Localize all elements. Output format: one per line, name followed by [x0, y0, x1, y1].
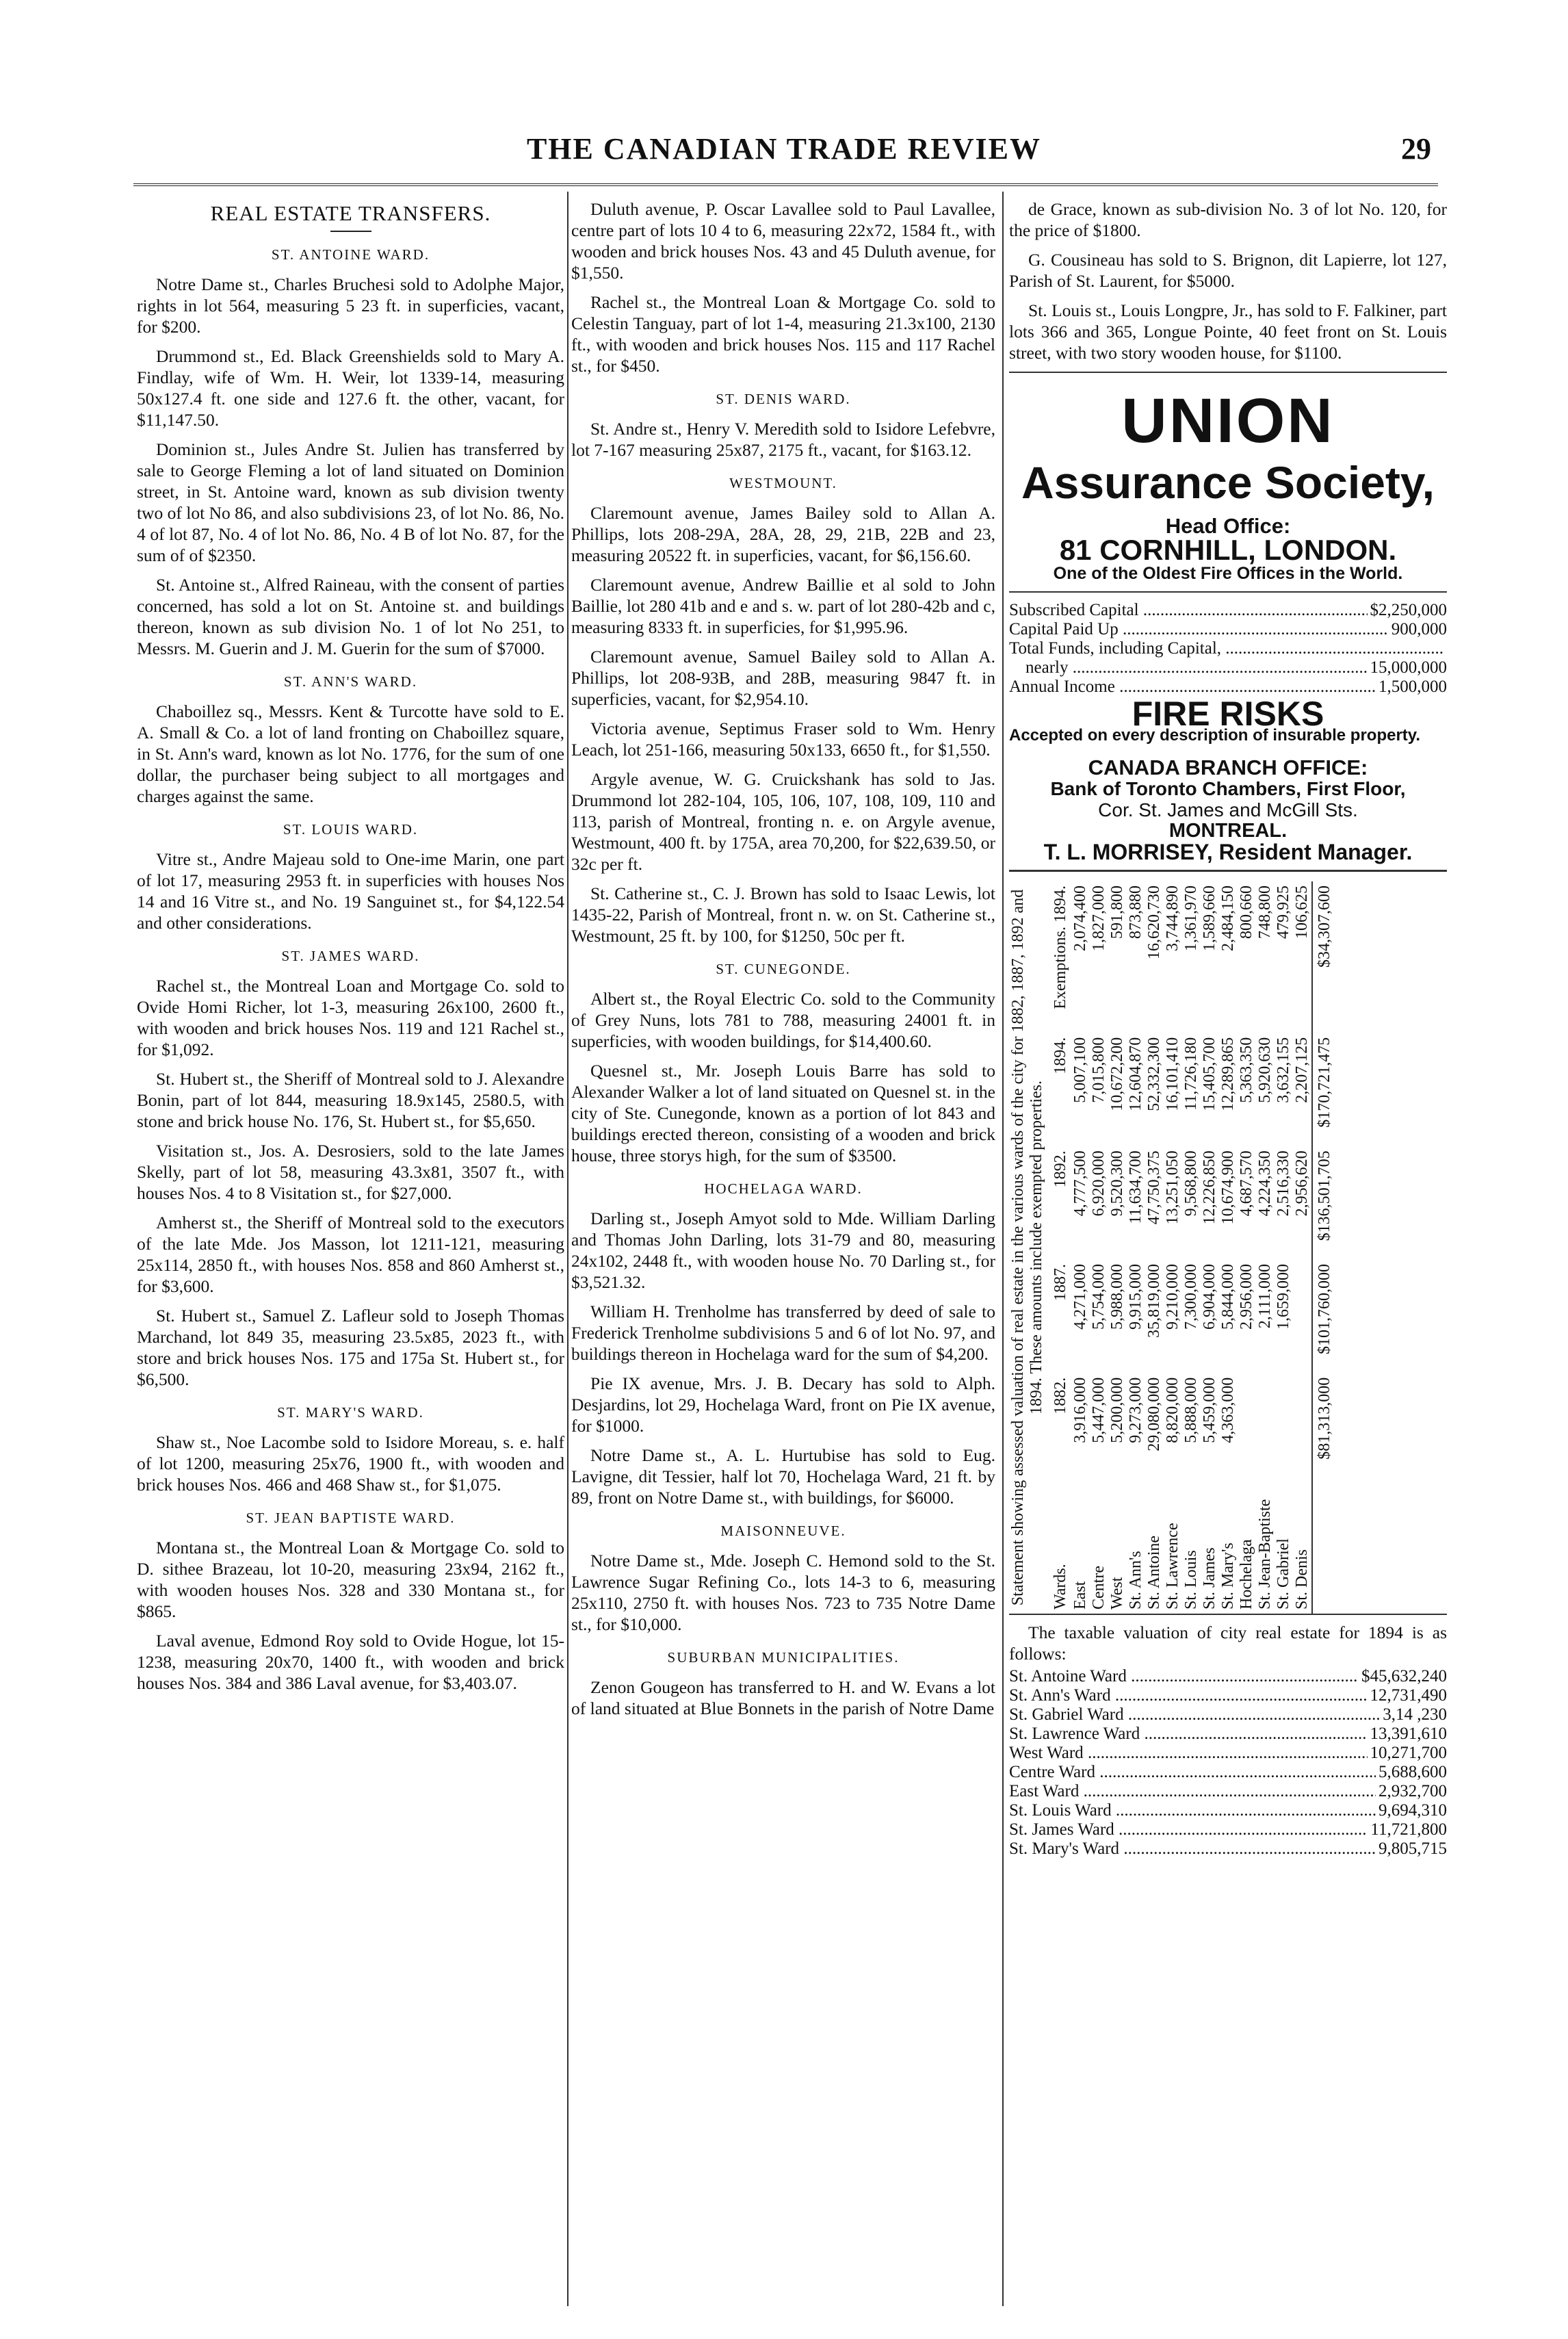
transfer-entry: G. Cousineau has sold to S. Brignon, dit Lapierre, lot 127, Parish of St. Laurent, for $5000.	[1009, 250, 1447, 291]
statement-cell: 2,956,620	[1293, 1150, 1311, 1217]
statement-cell: St. Gabriel	[1275, 1538, 1292, 1610]
transfer-entry: Albert st., the Royal Electric Co. sold to the Community of Grey Nuns, lots 781 to 788, measuring 24001 ft. in superficies, with wooden buildings, for $14,400.60.	[571, 989, 995, 1051]
statement-total-cell: $81,313,000	[1312, 1373, 1334, 1477]
valuation-ward: St. Mary's Ward .....	[1009, 1839, 1376, 1859]
ad-address: 81 CORNHILL, LONDON.	[1059, 534, 1397, 566]
statement-row	[1145, 881, 1164, 1614]
statement-cell: St. Louis	[1182, 1550, 1200, 1610]
rotated-statement	[1009, 881, 1447, 1614]
statement-caption: Statement showing assessed valuation of real estate in the various wards of the city for 1882, 1887, 1892 and 1894. These amounts include exempted properties.	[1009, 889, 1045, 1606]
ad-financials	[1009, 601, 1447, 697]
statement-row	[1127, 881, 1145, 1614]
ward-heading: ST. ANTOINE WARD.	[271, 246, 430, 263]
statement-cell: 16,620,730	[1145, 886, 1163, 959]
statement-total-cell: $136,501,705	[1312, 1146, 1334, 1260]
statement-cell: 1,827,000	[1090, 886, 1108, 951]
statement-row	[1256, 881, 1275, 1614]
column-divider	[1002, 192, 1004, 2306]
ward-heading: WESTMOUNT.	[729, 475, 837, 491]
transfer-entry: William H. Trenholme has transferred by deed of sale to Frederick Trenholme subdivisions 5 and 6 of lot No. 97, and buildings thereon in Hochelaga ward for the sum of $4,200.	[571, 1302, 995, 1364]
valuation-row	[1009, 1724, 1447, 1744]
statement-cell: 3,744,890	[1164, 886, 1181, 951]
union-assurance-advertisement	[1009, 372, 1447, 872]
statement-cell: 591,800	[1108, 886, 1126, 939]
valuation-value: 9,694,310	[1378, 1801, 1447, 1820]
ward-heading: SUBURBAN MUNICIPALITIES.	[667, 1649, 900, 1666]
statement-cell	[1256, 1373, 1275, 1477]
statement-cell: 9,520,300	[1108, 1150, 1126, 1217]
transfer-entry: Laval avenue, Edmond Roy sold to Ovide Hogue, lot 15-1238, measuring 20x70, 1400 ft., with wooden and brick houses Nos. 384 and 386 Laval avenue, for $3,403.07.	[137, 1631, 564, 1693]
transfer-entry: Visitation st., Jos. A. Desrosiers, sold to the late James Skelly, part of lot 58, measuring 43.3x81, 3507 ft., with houses Nos. 4 to 8 Visitation st., for $27,000.	[137, 1141, 564, 1203]
statement-total-row	[1312, 881, 1334, 1614]
statement-cell: 16,101,410	[1164, 1037, 1181, 1111]
statement-cell: 5,888,000	[1182, 1377, 1200, 1443]
statement-row	[1164, 881, 1182, 1614]
statement-header-row	[1050, 881, 1071, 1614]
valuation-row	[1009, 1801, 1447, 1820]
transfer-entry: Claremount avenue, Andrew Baillie et al sold to John Baillie, lot 280 41b and e and s. w. part of lot 280-42b and c, measuring 8333 ft. in superficies, for $1,995.96.	[571, 575, 995, 637]
valuation-row	[1009, 1839, 1447, 1859]
statement-cell: 4,687,570	[1238, 1150, 1255, 1217]
statement-cell: 29,080,000	[1145, 1377, 1163, 1451]
transfer-entry: Notre Dame st., A. L. Hurtubise has sold to Eug. Lavigne, dit Tessier, half lot 70, Hochelaga Ward, 21 ft. by 89, front on Notre Dame st., with buildings, for $6000.	[571, 1445, 995, 1508]
statement-cell: St. Jean-Baptiste	[1256, 1499, 1274, 1610]
valuation-value: 9,805,715	[1378, 1839, 1447, 1858]
ad-financial-label: Subscribed Capital .....	[1009, 601, 1368, 620]
statement-cell: 35,819,000	[1145, 1264, 1163, 1339]
statement-row	[1219, 881, 1238, 1614]
statement-cell: 11,726,180	[1182, 1037, 1200, 1111]
statement-body	[1071, 881, 1334, 1614]
statement-column-header: 1894.	[1051, 1037, 1069, 1074]
column-divider	[567, 192, 569, 2306]
statement-cell: St. Ann's	[1127, 1551, 1145, 1610]
statement-cell: 5,200,000	[1108, 1377, 1126, 1443]
statement-cell: 10,672,200	[1108, 1037, 1126, 1111]
statement-cell: 873,880	[1127, 886, 1145, 939]
transfer-entry: Notre Dame st., Charles Bruchesi sold to Adolphe Major, rights in lot 564, measuring 5 23 ft. in superficies, vacant, for $200.	[137, 274, 564, 337]
statement-row	[1182, 881, 1201, 1614]
page-number: 29	[1401, 132, 1431, 166]
transfer-entry: St. Louis st., Louis Longpre, Jr., has sold to F. Falkiner, part lots 366 and 365, Longue Pointe, 40 feet front on St. Louis street, with two story wooden house, for $1100.	[1009, 300, 1447, 363]
ward-heading: ST. JAMES WARD.	[281, 948, 420, 964]
valuation-ward: Centre Ward .....	[1009, 1763, 1376, 1782]
statement-cell: Hochelaga	[1238, 1539, 1255, 1610]
statement-cell: 15,405,700	[1201, 1037, 1218, 1111]
statement-cell: 9,915,000	[1127, 1264, 1145, 1330]
column-3	[1009, 198, 1447, 1859]
statement-cell: 4,777,500	[1071, 1150, 1089, 1217]
valuation-ward: St. James Ward .....	[1009, 1820, 1368, 1839]
ward-heading: MAISONNEUVE.	[720, 1523, 846, 1539]
ad-financial-row	[1009, 620, 1447, 639]
statement-cell: 4,363,000	[1219, 1377, 1237, 1443]
statement-column-header: 1892.	[1051, 1150, 1069, 1188]
transfer-entry: Zenon Gougeon has transferred to H. and W. Evans a lot of land situated at Blue Bonnets in the parish of Notre Dame	[571, 1677, 995, 1718]
statement-row	[1201, 881, 1219, 1614]
transfer-entry: St. Hubert st., Samuel Z. Lafleur sold to Joseph Thomas Marchand, lot 849 35, measuring 23.5x85, 2023 ft., with store and brick houses Nos. 175 and 175a St. Hubert st., for $6,500.	[137, 1306, 564, 1389]
statement-cell: 10,674,900	[1219, 1150, 1237, 1225]
valuation-ward: East Ward .....	[1009, 1782, 1376, 1801]
ward-heading: ST. CUNEGONDE.	[716, 961, 851, 977]
statement-cell: 12,289,865	[1219, 1037, 1237, 1111]
statement-cell	[1293, 1260, 1312, 1373]
transfer-entry: St. Hubert st., the Sheriff of Montreal sold to J. Alexandre Bonin, part of lot 844, measuring 18.9x145, 2580.5, with stone and brick house No. 176, St. Hubert st., for $5,650.	[137, 1069, 564, 1131]
ad-financial-row	[1009, 639, 1447, 658]
transfer-entry: St. Antoine st., Alfred Raineau, with the consent of parties concerned, has sold a lot on St. Antoine st. and buildings thereon, known as sub division No. 1 of lot No 251, to Messrs. M. Guerin and J. M. Guerin for the sum of $7000.	[137, 575, 564, 658]
transfer-entry: Argyle avenue, W. G. Cruickshank has sold to Jas. Drummond lot 282-104, 105, 106, 107, 108, 109, 110 and 113, parish of Montreal, fronting n. e. on Argyle avenue, Westmount, 400 ft. by 175A, area 70,200, for $22,639.50, or 32c per ft.	[571, 769, 995, 874]
valuation-ward: St. Ann's Ward .....	[1009, 1686, 1368, 1705]
statement-total-cell: $101,760,000	[1312, 1260, 1334, 1373]
statement-cell: 748,800	[1256, 886, 1274, 939]
transfer-entry: Amherst st., the Sheriff of Montreal sold to the executors of the late Mde. Jos Masson, lot 1211-121, measuring 25x114, 2850 ft., with houses Nos. 858 and 860 Amherst st., for $3,600.	[137, 1213, 564, 1296]
valuation-ward: St. Lawrence Ward .....	[1009, 1724, 1368, 1744]
transfer-entry: Chaboillez sq., Messrs. Kent & Turcotte have sold to E. A. Small & Co. a lot of land fronting on Chaboillez square, in St. Ann's ward, known as lot No. 1776, for the sum of one dollar, the purchaser being subject to all mortgages and charges against the same.	[137, 701, 564, 806]
valuation-statement	[1009, 881, 1447, 1615]
ad-branch-line: Cor. St. James and McGill Sts.	[1098, 799, 1358, 820]
statement-cell: 479,925	[1275, 886, 1292, 939]
ad-manager: T. L. MORRISEY, Resident Manager.	[1009, 842, 1447, 872]
statement-total-cell	[1312, 1477, 1334, 1614]
valuation-row	[1009, 1820, 1447, 1839]
ad-financial-label: Total Funds, including Capital, .....	[1009, 639, 1444, 658]
statement-cell: 7,300,000	[1182, 1264, 1200, 1330]
ad-financial-row	[1009, 658, 1447, 677]
ad-branch-line: Bank of Toronto Chambers, First Floor,	[1050, 778, 1406, 799]
valuation-ward: St. Antoine Ward .....	[1009, 1667, 1359, 1686]
transfer-entry: St. Andre st., Henry V. Meredith sold to Isidore Lefebvre, lot 7-167 measuring 25x87, 2175 ft., vacant, for $163.12.	[571, 419, 995, 460]
statement-cell: St. Mary's	[1219, 1542, 1237, 1610]
statement-total-cell: $34,307,600	[1312, 881, 1334, 1033]
statement-cell: 2,956,000	[1238, 1264, 1255, 1330]
ad-financial-row	[1009, 601, 1447, 620]
valuation-ward: St. Louis Ward .....	[1009, 1801, 1376, 1820]
transfer-entry: Notre Dame st., Mde. Joseph C. Hemond sold to the St. Lawrence Sugar Refining Co., lots 14-3 to 6, measuring 25x110, 2750 ft. with houses Nos. 723 to 735 Notre Dame st., for $10,000.	[571, 1551, 995, 1634]
ward-heading: ST. JEAN BAPTISTE WARD.	[246, 1510, 456, 1526]
transfer-entry: Quesnel st., Mr. Joseph Louis Barre has sold to Alexander Walker a lot of land situated on Quesnel st. in the city of Ste. Cunegonde, known as a portion of lot 843 and buildings erected thereon, consisting of a wooden and brick house, three storys high, for the sum of $3500.	[571, 1061, 995, 1165]
ad-financial-label: Capital Paid Up .....	[1009, 620, 1389, 639]
valuation-row	[1009, 1782, 1447, 1801]
ad-financial-value: 1,500,000	[1378, 677, 1447, 696]
statement-cell: 13,251,050	[1164, 1150, 1181, 1225]
valuation-value: 5,688,600	[1378, 1763, 1447, 1781]
statement-row	[1238, 881, 1256, 1614]
statement-cell: St. James	[1201, 1547, 1218, 1610]
valuation-value: 13,391,610	[1370, 1724, 1447, 1743]
ward-heading: HOCHELAGA WARD.	[704, 1180, 863, 1197]
statement-cell: 5,447,000	[1090, 1377, 1108, 1443]
ad-financial-value	[1444, 639, 1447, 658]
statement-cell: 5,754,000	[1090, 1264, 1108, 1330]
statement-cell: 800,660	[1238, 886, 1255, 939]
short-rule	[330, 231, 371, 232]
valuation-ward: St. Gabriel Ward .....	[1009, 1705, 1380, 1724]
valuation-row	[1009, 1763, 1447, 1782]
statement-column-header: Exemptions. 1894.	[1051, 886, 1069, 1009]
transfer-entry: Victoria avenue, Septimus Fraser sold to Wm. Henry Leach, lot 251-166, measuring 50x133, 6650 ft., for $1,550.	[571, 719, 995, 760]
statement-row	[1293, 881, 1312, 1614]
ad-financial-value: 15,000,000	[1370, 658, 1447, 677]
transfer-entry: de Grace, known as sub-division No. 3 of lot No. 120, for the price of $1800.	[1009, 199, 1447, 240]
ad-society: Assurance Society,	[1021, 457, 1435, 508]
valuation-value: 11,721,800	[1370, 1820, 1447, 1839]
statement-cell: 3,916,000	[1071, 1377, 1089, 1443]
statement-row	[1071, 881, 1090, 1614]
valuation-rows	[1009, 1667, 1447, 1859]
transfer-entry: Rachel st., the Montreal Loan & Mortgage Co. sold to Celestin Tanguay, part of lot 1-4, measuring 21.3x100, 2130 ft., with wooden and brick houses Nos. 115 and 117 Rachel st., for $450.	[571, 292, 995, 376]
ward-heading: ST. LOUIS WARD.	[283, 821, 419, 838]
statement-cell: 5,844,000	[1219, 1264, 1237, 1330]
statement-cell: 2,111,000	[1256, 1264, 1274, 1329]
statement-cell: 5,988,000	[1108, 1264, 1126, 1330]
ad-financial-label: Annual Income .....	[1009, 677, 1376, 697]
statement-column-header: Wards.	[1051, 1564, 1069, 1610]
col2-entries	[571, 198, 995, 1719]
statement-total-cell: $170,721,475	[1312, 1033, 1334, 1147]
statement-cell: East	[1071, 1581, 1089, 1610]
statement-cell: 9,210,000	[1164, 1264, 1181, 1330]
statement-row	[1090, 881, 1108, 1614]
transfer-entry: Claremount avenue, Samuel Bailey sold to Allan A. Phillips, lot 208-93B, and 28B, measuring 9847 ft. in superficies, vacant, for $2,954.10.	[571, 647, 995, 709]
statement-cell: St. Antoine	[1145, 1535, 1163, 1610]
statement-cell: 9,568,800	[1182, 1150, 1200, 1217]
valuation-value: 12,731,490	[1370, 1686, 1447, 1705]
valuation-ward: West Ward .....	[1009, 1744, 1368, 1763]
column-2	[571, 198, 995, 1727]
valuation-row	[1009, 1705, 1447, 1724]
valuation-value: 10,271,700	[1370, 1744, 1447, 1762]
transfer-entry: Duluth avenue, P. Oscar Lavallee sold to Paul Lavallee, centre part of lots 10 4 to 6, measuring 22x72, 1584 ft., with wooden and brick houses Nos. 43 and 45 Duluth avenue, for $1,550.	[571, 199, 995, 283]
statement-cell: 5,007,100	[1071, 1037, 1089, 1103]
statement-cell: West	[1108, 1577, 1126, 1610]
section-title: REAL ESTATE TRANSFERS.	[210, 201, 491, 225]
ad-accepted: Accepted on every description of insurable property.	[1009, 726, 1421, 745]
ad-company-name: UNION	[1121, 386, 1335, 456]
valuation-value: 3,14 ,230	[1383, 1705, 1447, 1724]
statement-cell: 2,484,150	[1219, 886, 1237, 951]
statement-cell: 4,271,000	[1071, 1264, 1089, 1330]
statement-cell: 106,625	[1293, 886, 1311, 939]
ward-heading: ST. MARY'S WARD.	[277, 1404, 424, 1421]
statement-cell: St. Lawrence	[1164, 1523, 1181, 1610]
statement-cell	[1238, 1373, 1256, 1477]
ad-financial-row	[1009, 677, 1447, 697]
ad-fire-risks: FIRE RISKS	[1132, 695, 1324, 733]
valuation-value: 2,932,700	[1378, 1782, 1447, 1800]
statement-cell	[1275, 1373, 1293, 1477]
transfer-entry: Claremount avenue, James Bailey sold to Allan A. Phillips, lots 208-29A, 28A, 28, 29, 21B, 22B and 23, measuring 20522 ft. in superficies, vacant, for $6,156.60.	[571, 503, 995, 565]
statement-column-header: 1882.	[1051, 1377, 1069, 1414]
statement-cell: 1,659,000	[1275, 1264, 1292, 1330]
valuation-row	[1009, 1686, 1447, 1705]
statement-cell	[1293, 1373, 1312, 1477]
valuation-intro: The taxable valuation of city real estate for 1894 is as follows:	[1009, 1623, 1447, 1664]
valuation-row	[1009, 1744, 1447, 1763]
ad-financial-value: 900,000	[1391, 620, 1447, 638]
ward-heading: ST. ANN'S WARD.	[283, 673, 418, 690]
statement-cell: 5,920,630	[1256, 1037, 1274, 1103]
statement-cell: St. Denis	[1293, 1549, 1311, 1610]
statement-column-header: 1887.	[1051, 1264, 1069, 1302]
statement-cell: 11,634,700	[1127, 1150, 1145, 1224]
statement-cell: 3,632,155	[1275, 1037, 1292, 1103]
statement-cell: 4,224,350	[1256, 1150, 1274, 1217]
column-1	[137, 198, 564, 1702]
statement-cell: 47,750,375	[1145, 1150, 1163, 1225]
statement-cell: 9,273,000	[1127, 1377, 1145, 1443]
col1-entries	[137, 244, 564, 1694]
statement-cell: 1,589,660	[1201, 886, 1218, 951]
transfer-entry: Vitre st., Andre Majeau sold to One-ime Marin, one part of lot 17, measuring 2953 ft. in superficies with houses Nos 14 and 16 Vitre st., and No. 19 Sanguinet st., for $4,122.54 and other considerations.	[137, 849, 564, 933]
transfer-entry: Pie IX avenue, Mrs. J. B. Decary has sold to Alph. Desjardins, lot 29, Hochelaga Ward, front on Pie IX avenue, for $1000.	[571, 1373, 995, 1436]
statement-row	[1275, 881, 1293, 1614]
statement-cell: 8,820,000	[1164, 1377, 1181, 1443]
ad-head-office-label: Head Office:	[1165, 514, 1291, 538]
transfer-entry: Montana st., the Montreal Loan & Mortgage Co. sold to D. sithee Brazeau, lot 10-20, measuring 23x94, 2162 ft., with wooden houses Nos. 328 and 330 Montana st., for $865.	[137, 1538, 564, 1621]
statement-cell: 7,015,800	[1090, 1037, 1108, 1103]
page-header	[0, 118, 1568, 172]
ad-branch-title: CANADA BRANCH OFFICE:	[1088, 755, 1368, 779]
statement-cell: 2,074,400	[1071, 886, 1089, 951]
statement-cell: 12,226,850	[1201, 1150, 1218, 1225]
statement-table	[1050, 881, 1334, 1614]
transfer-entry: Dominion st., Jules Andre St. Julien has transferred by sale to George Fleming a lot of land situated on Dominion street, in St. Antoine ward, known as sub division twenty two of lot No 86, and also subdivisions 23, of lot No. 86, No. 4 of lot 87, No. 4 of lot No. 86, No. 4 B of lot No. 87, for the sum of of $2350.	[137, 439, 564, 565]
statement-cell: Centre	[1090, 1566, 1108, 1610]
transfer-entry: Rachel st., the Montreal Loan and Mortgage Co. sold to Ovide Homi Richer, lot 1-3, measuring 26x100, 2600 ft., with wooden and brick houses Nos. 119 and 121 Rachel st., for $1,092.	[137, 976, 564, 1059]
ad-financial-label: nearly .....	[1025, 658, 1368, 677]
transfer-entry: Darling st., Joseph Amyot sold to Mde. William Darling and Thomas John Darling, lots 31-79 and 80, measuring 24x102, 2448 ft., with wooden house No. 70 Darling st., for $3,521.32.	[571, 1209, 995, 1292]
statement-cell: 1,361,970	[1182, 886, 1200, 951]
transfer-entry: Shaw st., Noe Lacombe sold to Isidore Moreau, s. e. half of lot 1200, measuring 25x76, 1900 ft., with wooden and brick houses Nos. 466 and 468 Shaw st., for $1,075.	[137, 1432, 564, 1495]
page-title: THE CANADIAN TRADE REVIEW	[526, 132, 1042, 166]
statement-row	[1108, 881, 1127, 1614]
ad-branch-city: MONTREAL.	[1168, 820, 1288, 842]
statement-cell: 2,516,330	[1275, 1150, 1292, 1217]
statement-cell: 6,904,000	[1201, 1264, 1218, 1330]
statement-cell: 2,207,125	[1293, 1037, 1311, 1103]
statement-cell: 6,920,000	[1090, 1150, 1108, 1217]
transfer-entry: St. Catherine st., C. J. Brown has sold to Isaac Lewis, lot 1435-22, Parish of Montreal, front n. w. on St. Catherine st., Westmount, 25 ft. by 100, for $1250, 50c per ft.	[571, 883, 995, 946]
header-rule	[133, 183, 1438, 186]
taxable-valuation	[1009, 1622, 1447, 1859]
statement-cell: 5,459,000	[1201, 1377, 1218, 1443]
ward-heading: ST. DENIS WARD.	[716, 391, 851, 407]
statement-cell: 52,332,300	[1145, 1037, 1163, 1111]
ad-tagline: One of the Oldest Fire Offices in the World.	[1009, 563, 1447, 593]
valuation-row	[1009, 1667, 1447, 1686]
statement-cell: 5,363,350	[1238, 1037, 1255, 1103]
transfer-entry: Drummond st., Ed. Black Greenshields sold to Mary A. Findlay, wife of Wm. H. Weir, lot 1339-14, measuring 50x127.4 ft. one side and 127.6 ft. the other, vacant, for $11,147.50.	[137, 346, 564, 430]
ad-financial-value: $2,250,000	[1370, 601, 1447, 619]
statement-cell: 12,604,870	[1127, 1037, 1145, 1111]
valuation-value: $45,632,240	[1361, 1667, 1447, 1685]
